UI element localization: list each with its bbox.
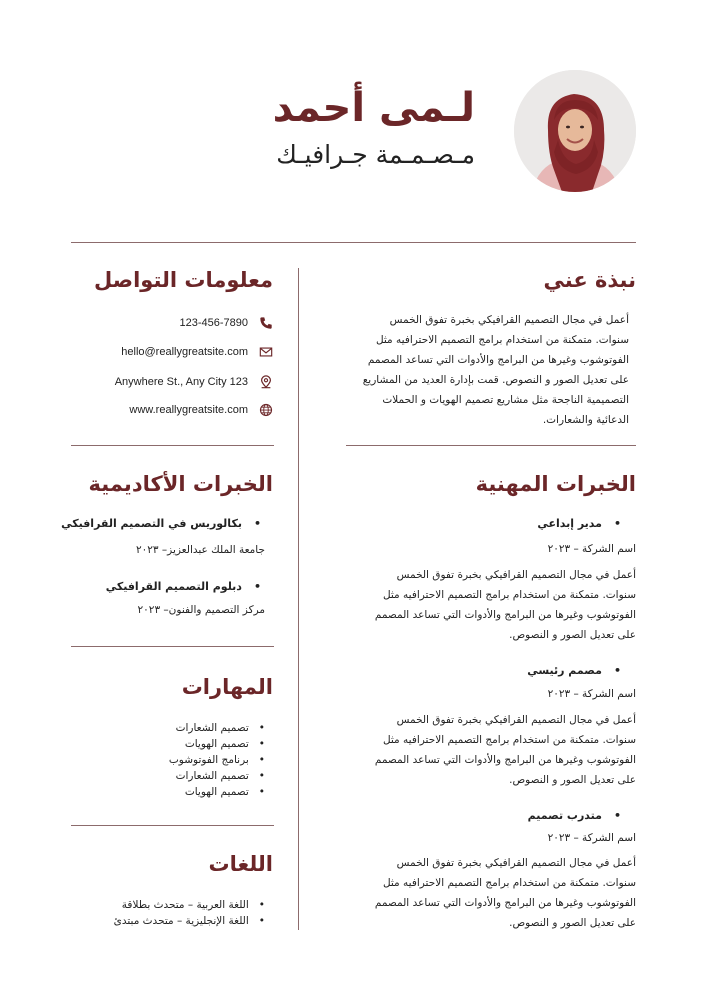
contact-address-text: Anywhere St., Any City 123: [114, 376, 248, 388]
skill-item: • تصميم الهويات: [169, 784, 265, 800]
portrait-image: [514, 70, 636, 192]
skill-item: • تصميم الهويات: [169, 736, 265, 752]
job-description: أعمل في مجال التصميم القرافيكي بخبرة تفوق الخمس سنوات. متمكنة من استخدام برامج التصميم الاحترافيه مثل الفوتوشوب وغيرها من البرامج والأدوات التي تساعد المصمم على تعديل الصور و النصوص.: [374, 569, 636, 641]
degree-institution: مركز التصميم والفنون– ٢٠٢٣: [137, 604, 265, 616]
skills-list: [169, 720, 265, 800]
job-title: • مدير إبداعي: [537, 517, 621, 531]
phone-icon: [258, 315, 274, 331]
person-name: لـمى أحمد: [272, 85, 475, 131]
degree-title: • دبلوم التصميم القرافيكي: [106, 580, 261, 594]
job-company: اسم الشركة – ٢٠٢٣: [547, 832, 636, 844]
job-title: • مصمم رئيسي: [527, 664, 621, 678]
language-item: • اللغة الإنجليزية – متحدث مبتدئ: [114, 913, 265, 929]
contact-website-text[interactable]: www.reallygreatsite.com: [129, 404, 248, 416]
about-text: أعمل في مجال التصميم القرافيكي بخبرة تفوق الخمس سنوات. متمكنة من استخدام برامج التصميم الاحترافيه مثل الفوتوشوب وغيرها من البرامج والأدوات التي تساعد المصمم على تعديل الصور و النصوص. قمت بإدارة العديد من المشاريع التصميمية الناجحة مثل مشاريع تصميم الهويات و الحملات الدعائية والشعارات.: [362, 314, 629, 426]
degree-title: • بكالوريس في التصميم القرافيكي: [61, 517, 261, 531]
job-description: أعمل في مجال التصميم القرافيكي بخبرة تفوق الخمس سنوات. متمكنة من استخدام برامج التصميم الاحترافيه مثل الفوتوشوب وغيرها من البرامج والأدوات التي تساعد المصمم على تعديل الصور و النصوص.: [374, 714, 636, 786]
column-divider: [298, 268, 299, 930]
job-company: اسم الشركة – ٢٠٢٣: [547, 543, 636, 555]
contact-website: [90, 402, 274, 418]
contact-email-text[interactable]: hello@reallygreatsite.com: [121, 346, 248, 358]
languages-heading: اللغات: [208, 852, 273, 876]
header-divider: [71, 242, 636, 243]
contact-heading: معلومات التواصل: [94, 268, 273, 292]
contact-address: [90, 374, 274, 390]
contact-phone: [90, 315, 274, 331]
globe-icon: [258, 402, 274, 418]
languages-list: [114, 897, 265, 929]
education-divider: [71, 646, 274, 647]
skill-item: • تصميم الشعارات: [169, 768, 265, 784]
degree-institution: جامعة الملك عبدالعزيز– ٢٠٢٣: [136, 544, 265, 556]
language-item: • اللغة العربية – متحدث بطلاقة: [114, 897, 265, 913]
job-description: أعمل في مجال التصميم القرافيكي بخبرة تفوق الخمس سنوات. متمكنة من استخدام برامج التصميم الاحترافيه مثل الفوتوشوب وغيرها من البرامج والأدوات التي تساعد المصمم على تعديل الصور و النصوص.: [374, 857, 636, 929]
education-heading: الخبرات الأكاديمية: [88, 472, 273, 496]
job-title: • متدرب تصميم: [528, 809, 621, 823]
contact-phone-text[interactable]: 123-456-7890: [179, 317, 248, 329]
experience-heading: الخبرات المهنية: [475, 472, 636, 496]
skills-divider: [71, 825, 274, 826]
profile-photo: [514, 70, 636, 192]
skill-item: • برنامج الفوتوشوب: [169, 752, 265, 768]
mail-icon: [258, 344, 274, 360]
contact-email: [90, 344, 274, 360]
contact-divider: [71, 445, 274, 446]
about-heading: نبذة عني: [543, 268, 636, 292]
about-divider: [346, 445, 636, 446]
job-role: مـصـمـمة جـرافيـك: [276, 140, 475, 169]
skills-heading: المهارات: [181, 675, 273, 699]
location-icon: [258, 374, 274, 390]
job-company: اسم الشركة – ٢٠٢٣: [547, 688, 636, 700]
skill-item: • تصميم الشعارات: [169, 720, 265, 736]
